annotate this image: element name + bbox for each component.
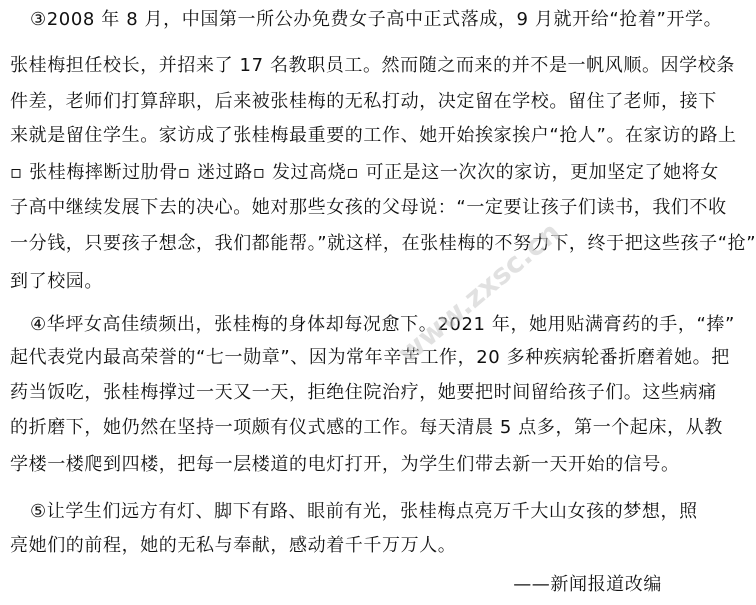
paragraph-3-line-1: ③2008 年 8 月，中国第一所公办免费女子高中正式落成，9 月就开给“抢着”开学。: [30, 9, 723, 30]
paragraph-3-line-7: 一分钱，只要孩子想念，我们都能帮。”就这样，在张桂梅的不努力下，终于把这些孩子“抢”: [10, 233, 756, 254]
paragraph-5-line-1: ⑤让学生们远方有灯、脚下有路、眼前有光，张桂梅点亮万千大山女孩的梦想，照: [30, 501, 698, 522]
paragraph-3-line-4: 来就是留住学生。家访成了张桂梅最重要的工作、她开始挨家挨户“抢人”。在家访的路上: [10, 125, 737, 146]
paragraph-4-line-1: ④华坪女高佳绩频出，张桂梅的身体却每况愈下。2021 年，她用贴满膏药的手，“捧”: [30, 314, 735, 335]
paragraph-4-line-2: 起代表党内最高荣誉的“七一勋章”、因为常年辛苦工作，20 多种疾病轮番折磨着她。把: [10, 347, 730, 368]
watermark-text: www.zxsc.cn: [391, 215, 567, 371]
paragraph-3-line-6: 子高中继续发展下去的决心。她对那些女孩的父母说：“一定要让孩子们读书，我们不收: [10, 197, 727, 218]
paragraph-5-line-2: 亮她们的前程，她的无私与奉献，感动着千千万万人。: [10, 535, 457, 556]
paragraph-4-line-3: 药当饭吃，张桂梅撑过一天又一天，拒绝住院治疗，她要把时间留给孩子们。这些病痛: [10, 382, 717, 403]
paragraph-3-line-8: 到了校园。: [10, 271, 103, 292]
source-signature: ——新闻报道改编: [513, 574, 662, 595]
paragraph-3-line-3: 件差，老师们打算辞职，后来被张桂梅的无私打动，决定留在学校。留住了老师，接下: [10, 91, 717, 112]
paragraph-3-line-5: ▫ 张桂梅摔断过肋骨▫ 迷过路▫ 发过高烧▫ 可正是这一次次的家访，更加坚定了她将女: [10, 162, 719, 183]
paragraph-3-line-2: 张桂梅担任校长，并招来了 17 名教职员工。然而随之而来的并不是一帆风顺。因学校条: [10, 55, 735, 76]
paragraph-4-line-5: 学楼一楼爬到四楼，把每一层楼道的电灯打开，为学生们带去新一天开始的信号。: [10, 454, 680, 475]
paragraph-4-line-4: 的折磨下，她仍然在坚持一项颇有仪式感的工作。每天清晨 5 点多，第一个起床，从教: [10, 417, 723, 438]
watermark: [335, 150, 635, 450]
